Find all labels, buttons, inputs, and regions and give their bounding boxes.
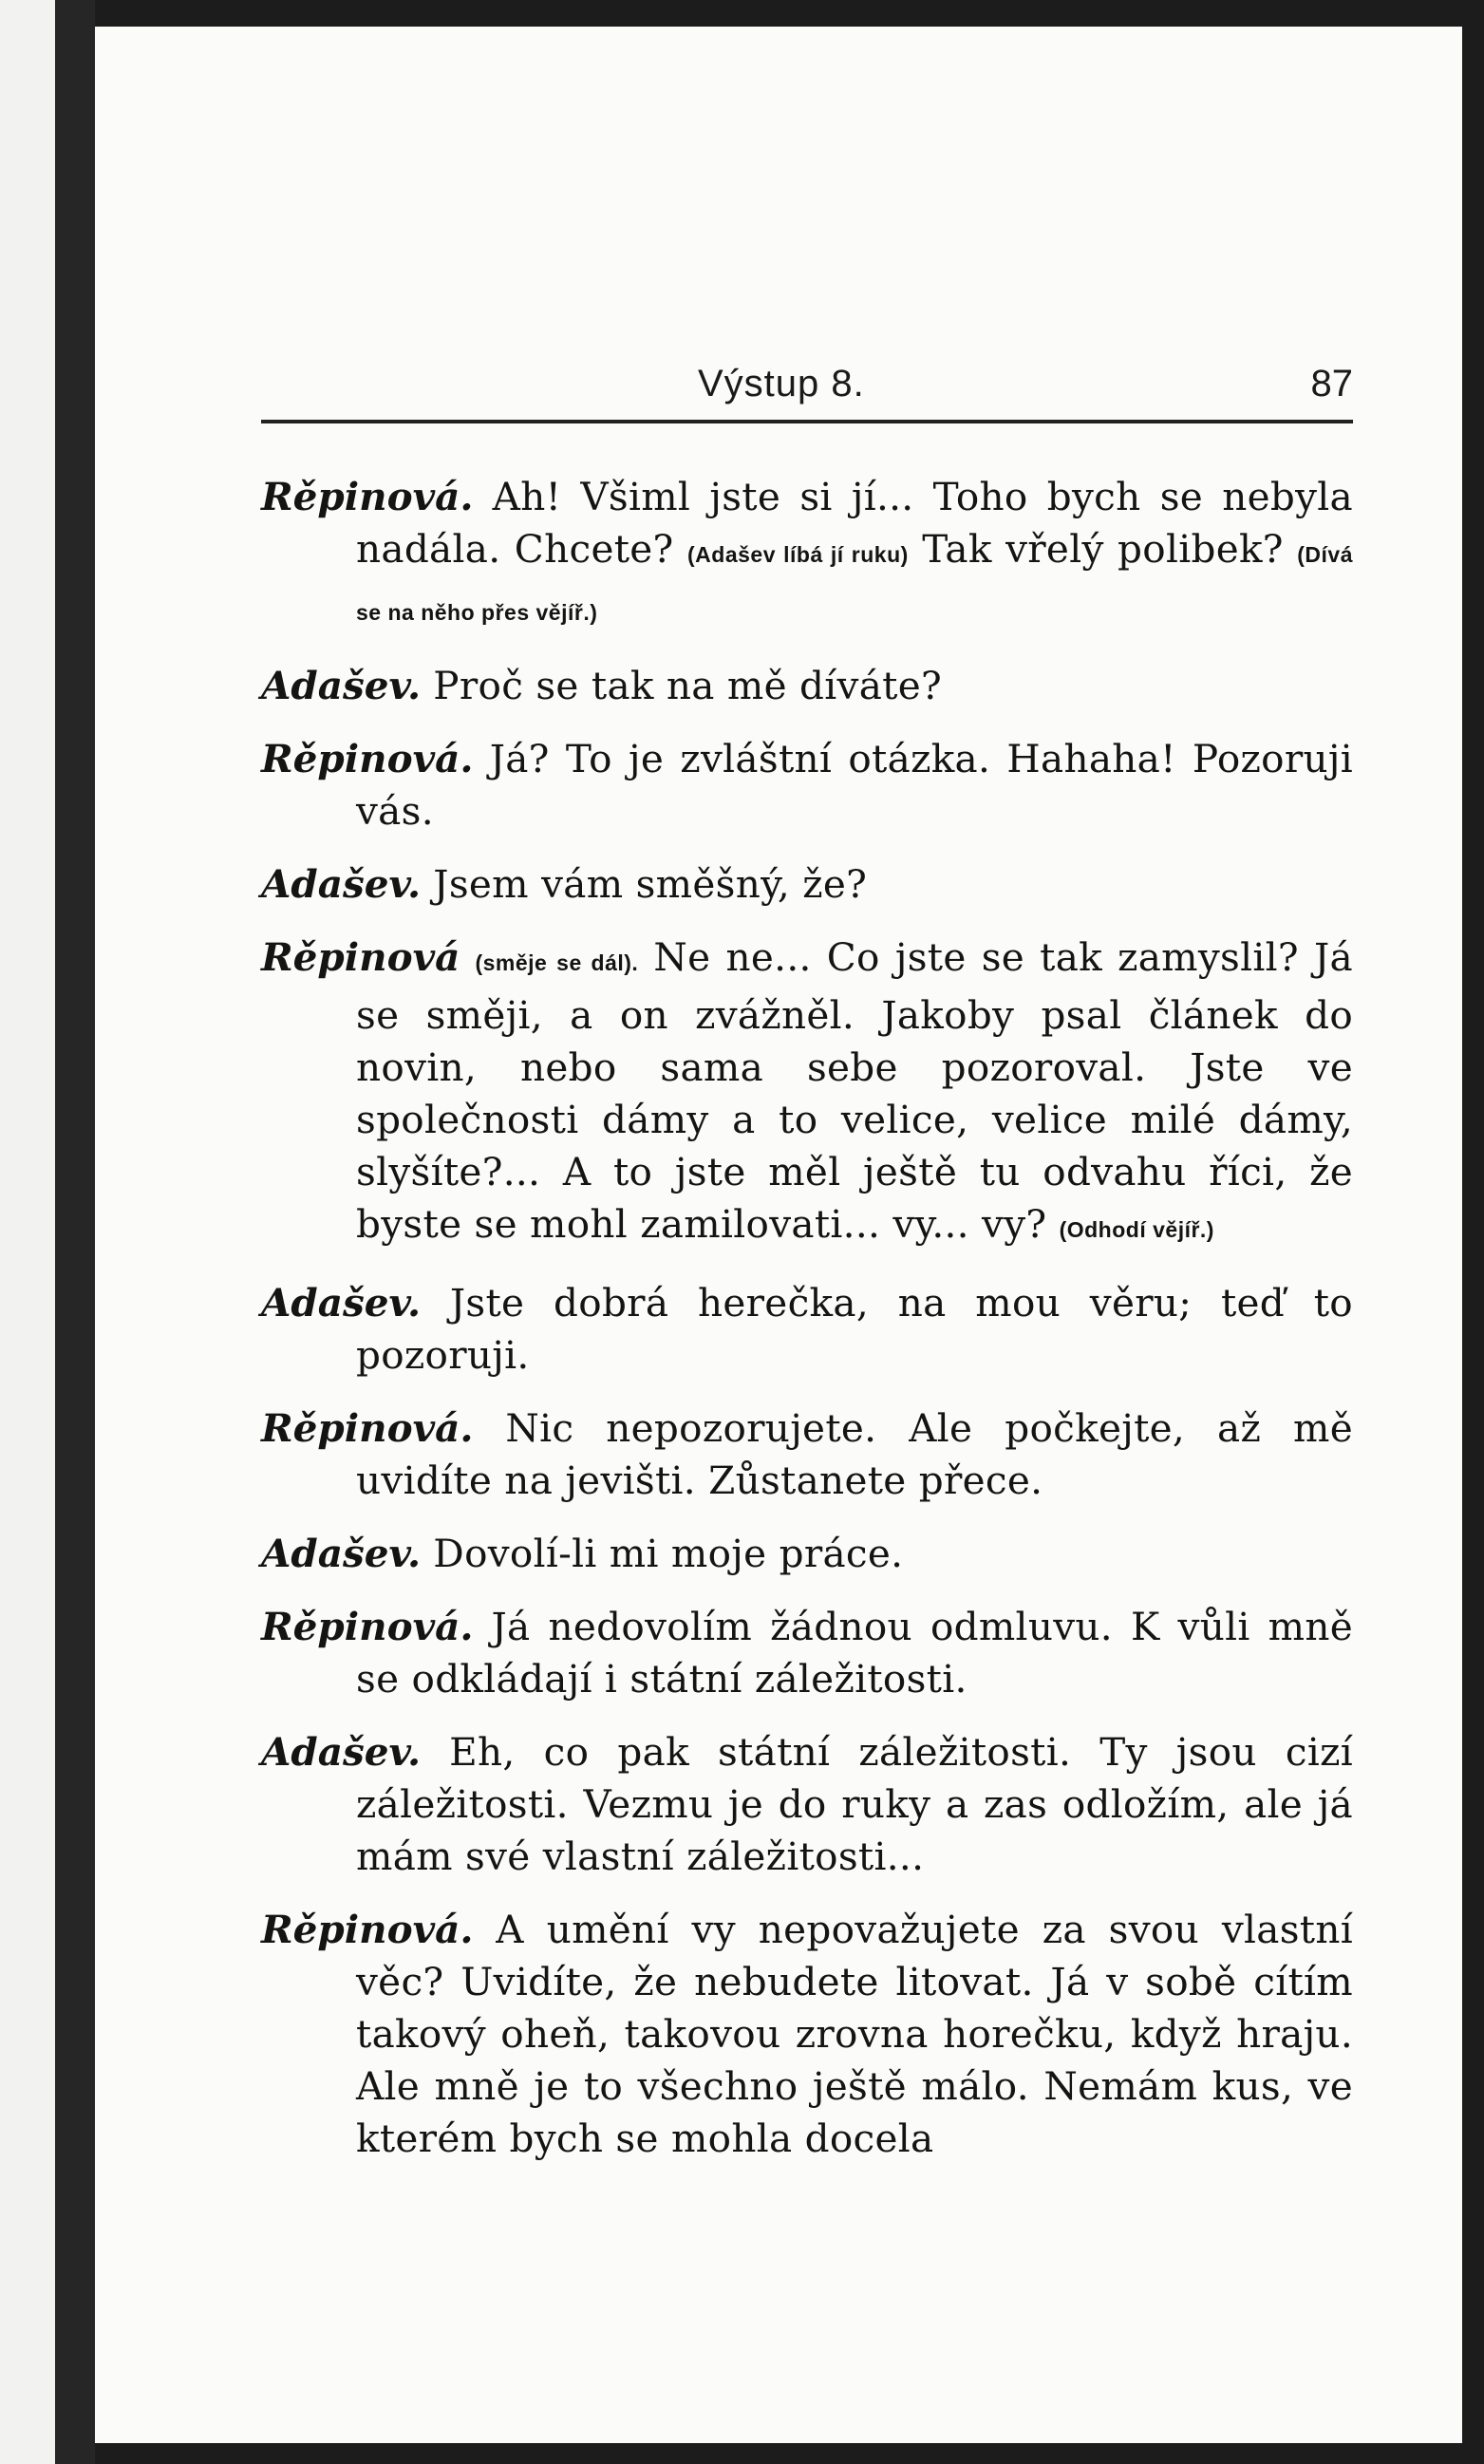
- speaker-name: Adašev.: [261, 663, 422, 708]
- speech-paragraph: [261, 1528, 1353, 1580]
- running-title: Výstup 8.: [698, 363, 865, 404]
- speaker-name: Rěpinová: [261, 934, 460, 980]
- stage-direction: (Dívá se na něho přes vějíř.): [356, 542, 1353, 625]
- speech-paragraph: [261, 471, 1353, 639]
- speech-text: Ah! Všiml jste si jí... Toho bych se nebyla nadála. Chcete?: [356, 474, 1353, 572]
- speech-paragraph: [261, 1402, 1353, 1507]
- speech-text: Ne ne... Co jste se tak zamyslil? Já se směji, a on zvážněl. Jakoby psal článek do novin, nebo sama sebe pozoroval. Jste ve společnosti dámy a to velice, velice milé dámy, slyšíte?... A to jste měl ještě tu odvahu říci, že byste se mohl zamilovati... vy... vy?: [356, 934, 1353, 1247]
- speech-text: A umění vy nepovažujete za svou vlastní věc? Uvidíte, že nebudete litovat. Já v sobě cítím takový oheň, takovou zrovna horečku, když hraju. Ale mně je to všechno ještě málo. Nemám kus, ve kterém bych se mohla docela: [356, 1907, 1353, 2161]
- speech-text: Proč se tak na mě díváte?: [421, 663, 943, 708]
- dialogue-text: [261, 471, 1353, 2186]
- speaker-name: Adašev.: [261, 1280, 422, 1326]
- speaker-name: Rěpinová.: [261, 1907, 474, 1952]
- speech-text: Tak vřelý polibek?: [908, 526, 1298, 572]
- speech-paragraph: [261, 1904, 1353, 2165]
- speech-text: Jste dobrá herečka, na mou věru; teď to pozoruji.: [356, 1280, 1353, 1378]
- speech-text: Eh, co pak státní záležitosti. Ty jsou cizí záležitosti. Vezmu je do ruky a zas odložím, ale já mám své vlastní záležitosti...: [356, 1729, 1353, 1879]
- speech-text: Jsem vám směšný, že?: [421, 861, 868, 907]
- page-number: 87: [1310, 363, 1353, 404]
- stage-direction: (Adašev líbá jí ruku): [687, 542, 909, 567]
- speech-text: Já? To je zvláštní otázka. Hahaha! Pozoruji vás.: [356, 736, 1353, 834]
- speaker-name: Adašev.: [261, 861, 422, 907]
- speech-paragraph: [261, 733, 1353, 837]
- speaker-name: Rěpinová.: [261, 1405, 474, 1451]
- running-header: [261, 340, 1353, 423]
- stage-direction: (Odhodí vějíř.): [1059, 1217, 1214, 1242]
- speaker-name: Rěpinová.: [261, 474, 474, 519]
- speech-text: Dovolí-li mi moje práce.: [421, 1531, 904, 1576]
- speaker-name: Rěpinová.: [261, 736, 474, 781]
- speech-text: Nic nepozorujete. Ale počkejte, až mě uvidíte na jevišti. Zůstanete přece.: [356, 1405, 1353, 1503]
- speech-paragraph: [261, 858, 1353, 911]
- book-page: [95, 27, 1462, 2443]
- speech-paragraph: [261, 1726, 1353, 1883]
- speaker-name: Adašev.: [261, 1729, 422, 1775]
- speech-paragraph: [261, 660, 1353, 712]
- stage-direction: (směje se dál).: [475, 950, 639, 975]
- speech-paragraph: [261, 931, 1353, 1256]
- speech-text: [460, 934, 475, 980]
- speech-text: Já nedovolím žádnou odmluvu. K vůli mně se odkládají i státní záležitosti.: [356, 1604, 1353, 1702]
- gutter-shadow: [55, 0, 95, 2464]
- speaker-name: Rěpinová.: [261, 1604, 474, 1649]
- speech-paragraph: [261, 1601, 1353, 1705]
- speaker-name: Adašev.: [261, 1531, 422, 1576]
- speech-paragraph: [261, 1277, 1353, 1382]
- facing-page-edge: [0, 0, 55, 2464]
